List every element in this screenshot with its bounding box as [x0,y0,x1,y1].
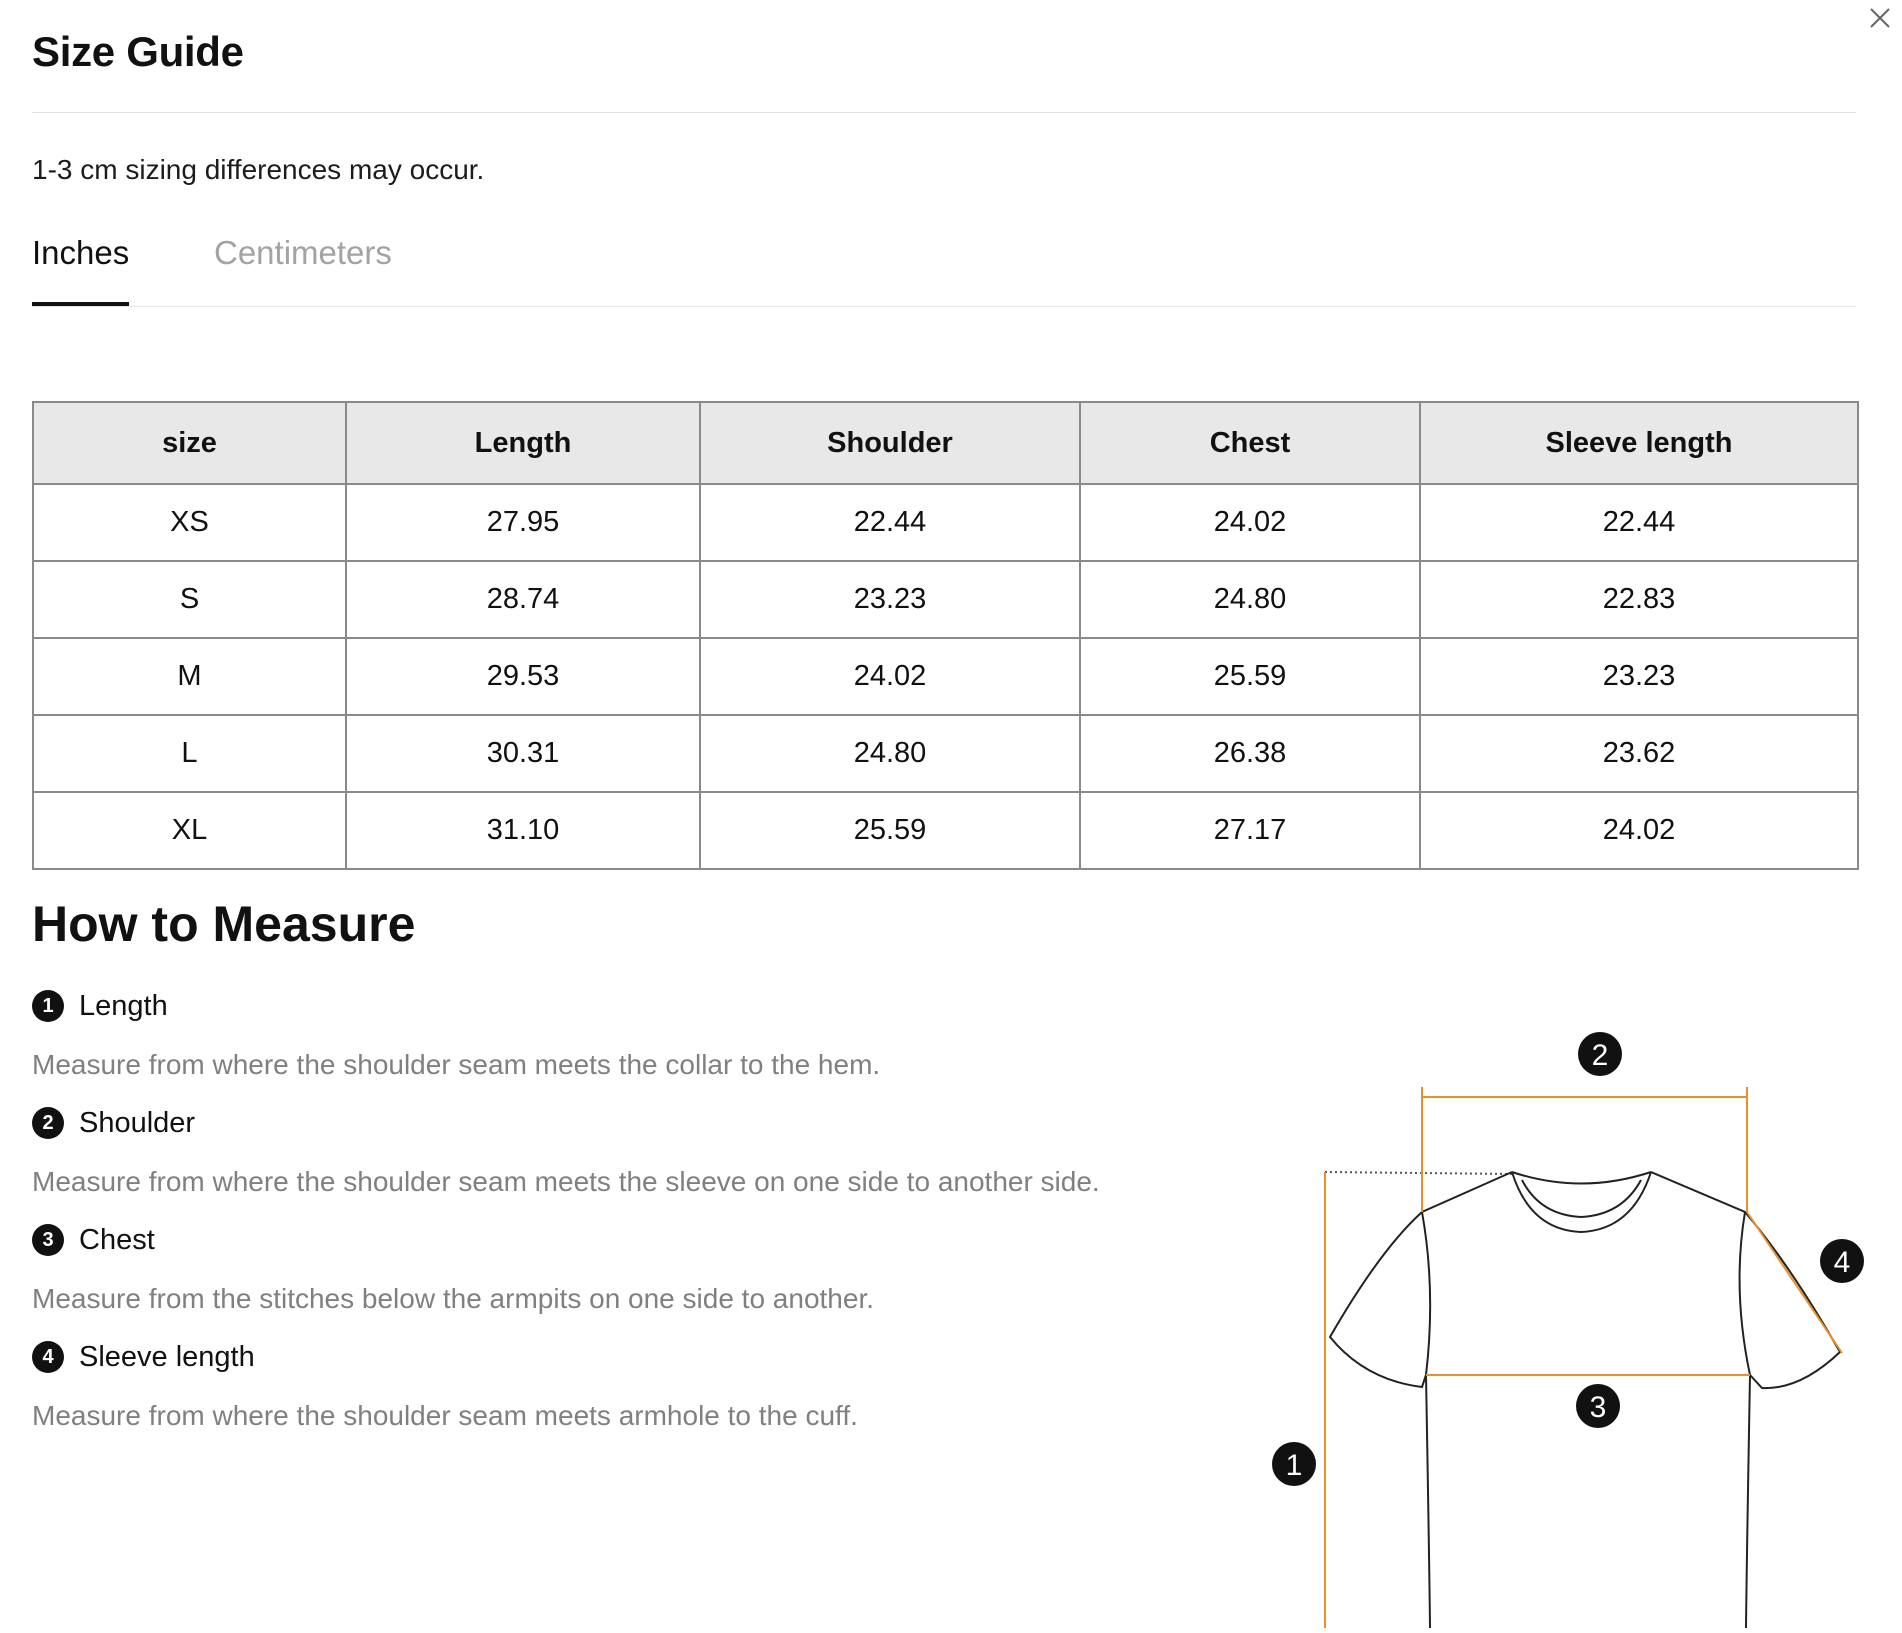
table-header-row [33,402,1858,484]
table-cell: 25.59 [700,792,1080,869]
table-cell: 24.02 [1420,792,1858,869]
table-cell: L [33,715,346,792]
table-cell: S [33,561,346,638]
measure-label: Sleeve length [79,1340,255,1373]
title-divider [32,112,1856,113]
table-cell: 22.83 [1420,561,1858,638]
table-cell: 24.02 [1080,484,1420,561]
close-icon [1868,6,1892,30]
measure-description: Measure from where the shoulder seam meets armhole to the cuff. [32,1400,858,1431]
table-cell: 23.62 [1420,715,1858,792]
table-row [33,484,1858,561]
measure-label: Chest [79,1223,155,1256]
table-cell: 22.44 [1420,484,1858,561]
table-cell: XS [33,484,346,561]
table-row [33,715,1858,792]
table-cell: 24.02 [700,638,1080,715]
svg-text:3: 3 [1589,1391,1607,1424]
tab-centimeters[interactable]: Centimeters [214,234,392,271]
table-cell: 30.31 [346,715,700,792]
tab-inches[interactable]: Inches [32,234,130,271]
tshirt-diagram-svg [1250,1010,1890,1628]
measure-item-sleeve-length [32,1339,255,1375]
how-to-measure-title: How to Measure [32,896,416,952]
unit-tabs [32,228,1856,307]
table-cell: XL [33,792,346,869]
svg-text:1: 1 [1285,1449,1303,1482]
svg-text:4: 4 [1833,1246,1851,1279]
table-cell: 28.74 [346,561,700,638]
measure-description: Measure from the stitches below the armpits on one side to another. [32,1283,875,1314]
table-cell: 27.95 [346,484,700,561]
number-badge-3: 3 [32,1224,64,1256]
table-cell: 29.53 [346,638,700,715]
svg-text:2: 2 [1591,1039,1609,1072]
diagram-marker-1 [1272,1442,1316,1486]
header-size: size [33,402,346,484]
table-cell: 24.80 [700,715,1080,792]
header-shoulder: Shoulder [700,402,1080,484]
measure-item-shoulder [32,1105,195,1141]
header-sleeve-length: Sleeve length [1420,402,1858,484]
close-button[interactable] [1868,6,1892,30]
diagram-marker-2 [1578,1032,1622,1076]
table-cell: 22.44 [700,484,1080,561]
measurement-lines [1325,1087,1842,1628]
number-badge-2: 2 [32,1107,64,1139]
table-cell: 26.38 [1080,715,1420,792]
table-row [33,561,1858,638]
table-cell: 23.23 [700,561,1080,638]
number-badge-4: 4 [32,1341,64,1373]
table-cell: 31.10 [346,792,700,869]
table-row [33,638,1858,715]
size-table [32,401,1859,870]
table-cell: 25.59 [1080,638,1420,715]
measure-description: Measure from where the shoulder seam meets the collar to the hem. [32,1049,881,1080]
number-badge-1: 1 [32,990,64,1022]
sizing-note: 1-3 cm sizing differences may occur. [32,154,485,185]
modal-title: Size Guide [32,28,244,75]
table-cell: M [33,638,346,715]
measure-label: Length [79,989,168,1022]
table-row [33,792,1858,869]
header-chest: Chest [1080,402,1420,484]
tshirt-measurement-diagram [1250,1010,1890,1628]
table-cell: 27.17 [1080,792,1420,869]
diagram-marker-3 [1576,1384,1620,1428]
header-length: Length [346,402,700,484]
table-cell: 23.23 [1420,638,1858,715]
measure-label: Shoulder [79,1106,196,1139]
table-cell: 24.80 [1080,561,1420,638]
measure-item-chest [32,1222,155,1258]
dotted-guide-line [1325,1172,1512,1174]
measure-item-length [32,988,168,1024]
diagram-marker-4 [1820,1239,1864,1283]
measure-description: Measure from where the shoulder seam meets the sleeve on one side to another side. [32,1166,1100,1197]
